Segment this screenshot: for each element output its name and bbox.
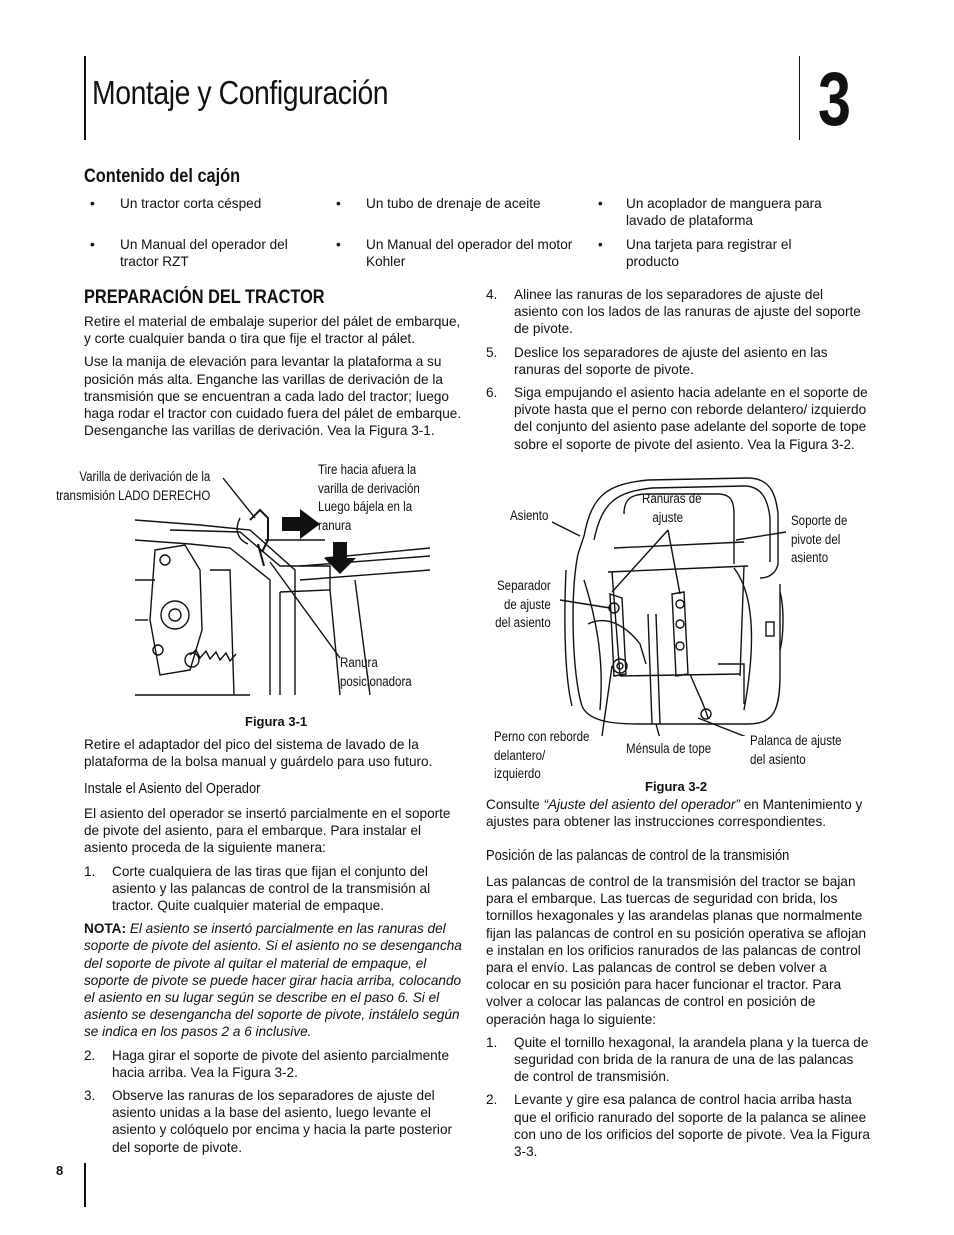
list-item-text: Un Manual del operador del tractor RZT [120, 237, 288, 270]
consult-paragraph: Consulte “Ajuste del asiento del operador” en Mantenimiento y ajustes para obtener las instrucciones correspondientes. [486, 797, 863, 830]
bullet: • [336, 237, 341, 252]
header-left-rule [84, 56, 86, 140]
note-text: El asiento se insertó parcialmente en las ranuras del soporte de pivote del asiento. Si el asiento no se desengancha del soporte de pivote al quitar el material de empaque, el soporte de pivote se puede hacer girar hacia arriba, colocando el asiento en su lugar según se describe en el paso 6. Si el asiento se desengancha del soporte de pivote, instálelo según se indica en los pasos 2 a 6 inclusive. [84, 921, 462, 1040]
step-2 [84, 1047, 468, 1081]
callout-bypass-rod: Varilla de derivación de la transmisión LADO DERECHO [55, 469, 210, 503]
step-6 [486, 384, 870, 453]
step-number: 5. [486, 344, 498, 360]
bullet: • [90, 237, 95, 252]
list-item-text: Un Manual del operador del motor Kohler [366, 237, 573, 270]
bullet: • [598, 196, 603, 211]
callout-positioning-slot: Ranura posicionadora [340, 655, 412, 689]
page-number: 8 [56, 1163, 64, 1178]
lever-step-2 [486, 1091, 870, 1160]
figure-3-1-caption: Figura 3-1 [245, 714, 308, 729]
left-column-bottom [84, 736, 468, 770]
list-item-text: Una tarjeta para registrar el producto [626, 237, 792, 270]
bullet: • [336, 196, 341, 211]
right-column-steps [486, 286, 870, 453]
step-number: 6. [486, 385, 498, 401]
callout-seat-adjust-lever: Palanca de ajuste del asiento [750, 733, 842, 767]
callout-flange-bolt: Perno con reborde delantero/ izquierdo [494, 729, 590, 782]
step-5 [486, 344, 870, 378]
step-text: Haga girar el soporte de pivote del asiento parcialmente hacia arriba. Vea la Figura 3-2. [112, 1047, 450, 1080]
subheading-control-levers: Posición de las palancas de control de la transmisión [486, 847, 790, 864]
list-item-text: Un tractor corta césped [120, 196, 262, 211]
note-label: NOTA: [84, 921, 127, 937]
right-arrow-icon [282, 509, 320, 539]
note [84, 920, 468, 1040]
bullet: • [598, 237, 603, 252]
step-text: Levante y gire esa palanca de control hacia arriba hasta que el orificio ranurado del soporte de la palanca se alinee con uno de los orificios del soporte de pivote. Vea la Figura 3-3. [514, 1092, 870, 1160]
bullet: • [90, 196, 95, 211]
step-4 [486, 286, 870, 338]
page-title: Montaje y Configuración [92, 74, 389, 111]
paragraph: Retire el material de embalaje superior del pálet de embarque, y corte cualquier banda o tira que fije el tractor al pálet. [84, 314, 461, 347]
step-1 [84, 863, 468, 915]
step-text: Alinee las ranuras de los separadores de ajuste del asiento con los lados de las ranuras de ajuste del soporte de pivote. [514, 287, 861, 337]
figure-3-2-caption: Figura 3-2 [645, 779, 708, 794]
callout-pull-rod: Tire hacia afuera la varilla de derivación Luego bájela en la ranura [318, 462, 420, 533]
paragraph: Retire el adaptador del pico del sistema de lavado de la plataforma de la bolsa manual y guárdelo para uso futuro. [84, 737, 433, 770]
paragraph: El asiento del operador se insertó parcialmente en el soporte de pivote del asiento, para el embarque. Para instalar el asiento proceda de la siguiente manera: [84, 806, 451, 856]
subheading-install-seat: Instale el Asiento del Operador [84, 780, 261, 797]
control-levers-block [486, 873, 870, 1160]
cross-reference: “Ajuste del asiento del operador” [543, 797, 740, 812]
callout-seat: Asiento [510, 508, 549, 523]
section-heading-prep: PREPARACIÓN DEL TRACTOR [84, 287, 325, 308]
callout-stop-bracket: Ménsula de tope [626, 741, 712, 756]
lever-step-1 [486, 1034, 870, 1086]
step-text: Siga empujando el asiento hacia adelante en el soporte de pivote hasta que el perno con reborde delantero/ izquierdo del conjunto del asiento pase adelante del soporte de tope sobre el soporte de pivote del asiento. Vea la Figura 3-2. [514, 385, 868, 452]
step-text: Quite el tornillo hexagonal, la arandela plana y la tuerca de seguridad con brida de la ranura de una de las palancas de control de transmisión. [514, 1034, 869, 1085]
callout-seat-spacer: Separador de ajuste del asiento [495, 578, 551, 631]
step-text: Deslice los separadores de ajuste del asiento en las ranuras del soporte de pivote. [514, 344, 828, 377]
step-number: 4. [486, 287, 498, 302]
step-number: 1. [84, 863, 96, 879]
paragraph: Las palancas de control de la transmisión del tractor se bajan para el embarque. Las tuercas de seguridad con brida, los tornillos hexagonales y las arandelas planas que normalmente fijan las palancas de control en su posición operativa se aflojan e instalan en los orificios ranurados de las palancas de control para el envío. Las palancas de control se deben volver a colocar en su posición para hacer funcionar el tractor. Para volver a colocar las palancas de control en posición de operación haga lo siguiente: [486, 874, 867, 1027]
step-text: Corte cualquiera de las tiras que fijan el conjunto del asiento y las palancas de control de la transmisión al tractor. Quite cualquier material de empaque. [112, 863, 431, 914]
list-item-text: Un tubo de drenaje de aceite [366, 196, 541, 211]
section-heading-box-contents: Contenido del cajón [84, 166, 241, 187]
list-item-text: Un acoplador de manguera para lavado de plataforma [626, 196, 822, 229]
down-arrow-icon [324, 542, 356, 574]
header-right-rule [799, 56, 800, 140]
step-number: 1. [486, 1034, 498, 1050]
paragraph: Use la manija de elevación para levantar la plataforma a su posición más alta. Enganche las varillas de derivación de la transmisión que se encuentran a cada lado del tractor; luego haga rodar el tractor con cuidado fuera del pálet de embarque. Desenganche las varillas de derivación. Vea la Figura 3-1. [84, 354, 462, 439]
left-column-top [84, 313, 468, 439]
step-text: Observe las ranuras de los separadores de ajuste del asiento unidas a la base del asiento, luego levante el asiento y colóquelo por encima y hacia la parte posterior del soporte de pivote. [112, 1088, 453, 1155]
seat-install-block [84, 805, 468, 1156]
chapter-number: 3 [818, 57, 851, 142]
step-number: 2. [486, 1092, 498, 1108]
footer-rule [84, 1163, 86, 1207]
step-number: 3. [84, 1088, 96, 1104]
step-number: 2. [84, 1047, 96, 1063]
step-3 [84, 1087, 468, 1156]
callout-pivot-support: Soporte de pivote del asiento [791, 513, 848, 566]
callout-adjust-slots: Ranuras de ajuste [642, 491, 702, 525]
